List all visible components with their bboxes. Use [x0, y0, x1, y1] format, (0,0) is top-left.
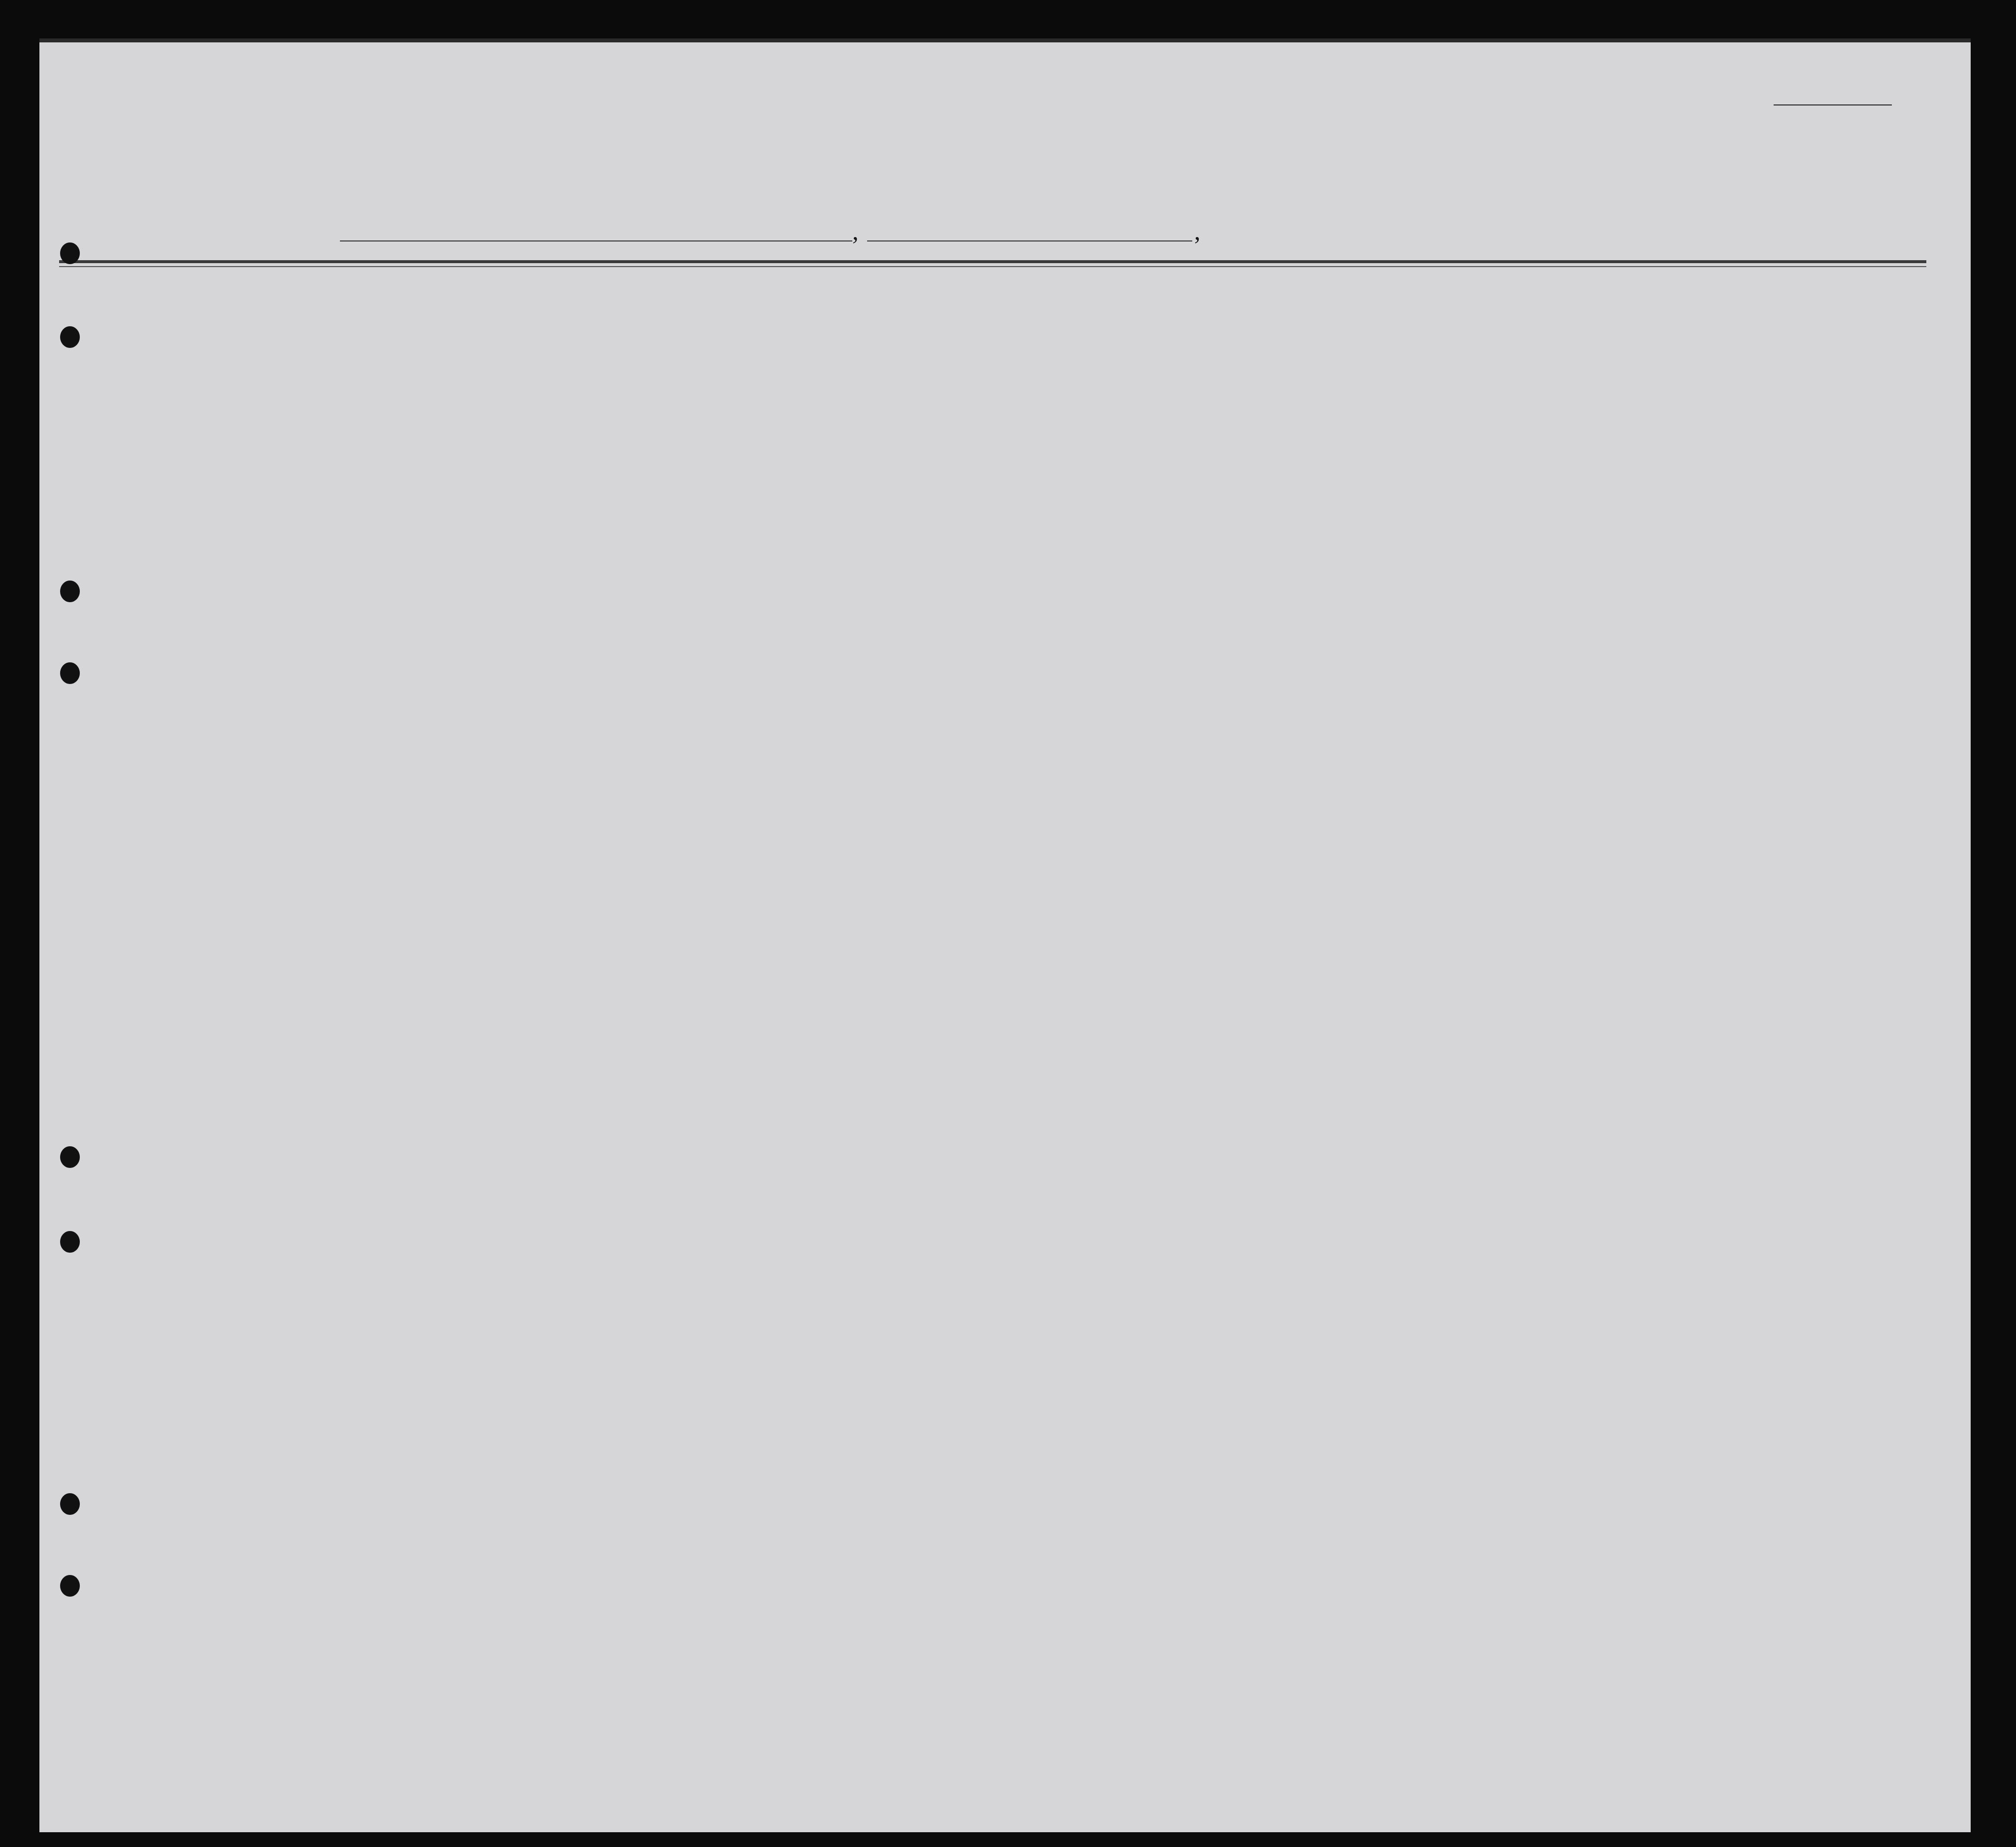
- comma-1: ,: [852, 217, 859, 245]
- comma-2: ,: [1194, 217, 1201, 245]
